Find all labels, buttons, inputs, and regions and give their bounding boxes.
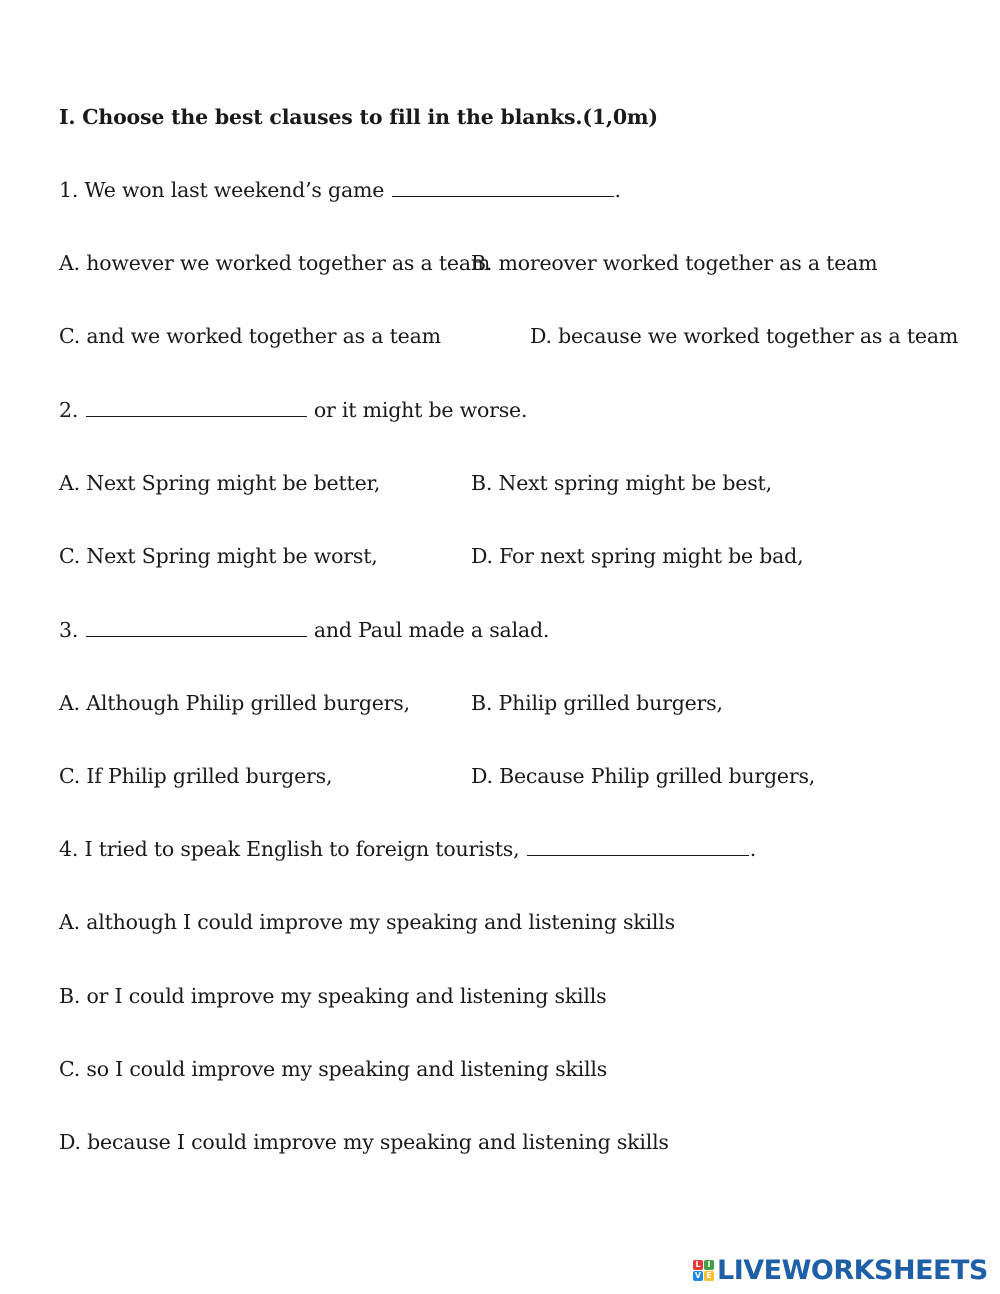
logo-mark-icon [693, 1260, 714, 1281]
option-1d[interactable]: D. because we worked together as a team [530, 324, 959, 348]
question-number: 2. [59, 398, 79, 422]
option-2a[interactable]: A. Next Spring might be better, [59, 471, 381, 495]
question-2 [59, 396, 527, 424]
question-1 [59, 176, 621, 204]
answer-blank[interactable] [86, 616, 307, 637]
option-3a[interactable]: A. Although Philip grilled burgers, [59, 691, 410, 715]
option-4c[interactable]: C. so I could improve my speaking and listening skills [59, 1057, 608, 1081]
logo-mark-letter: V [694, 1270, 702, 1280]
question-number: 1. [59, 178, 79, 202]
logo-mark-letter: L [693, 1260, 703, 1270]
answer-blank[interactable] [86, 396, 307, 417]
question-text-before: We won last weekend’s game [84, 178, 385, 202]
question-text-after: or it might be worse. [313, 398, 528, 422]
option-4d[interactable]: D. because I could improve my speaking and listening skills [59, 1130, 669, 1154]
answer-blank[interactable] [527, 835, 749, 856]
section-title: I. Choose the best clauses to fill in the blanks.(1,0m) [59, 105, 658, 129]
option-1c[interactable]: C. and we worked together as a team [59, 324, 441, 348]
logo-text: LIVEWORKSHEETS [717, 1254, 988, 1286]
logo-mark-letter: E [704, 1271, 714, 1281]
liveworksheets-logo [693, 1255, 988, 1285]
question-text-before: I tried to speak English to foreign tourists, [84, 837, 520, 861]
option-4a[interactable]: A. although I could improve my speaking and listening skills [59, 910, 675, 934]
option-1a[interactable]: A. however we worked together as a team [59, 251, 491, 275]
option-1b[interactable]: B. moreover worked together as a team [471, 251, 878, 275]
question-4 [59, 835, 756, 863]
option-3b[interactable]: B. Philip grilled burgers, [471, 691, 723, 715]
question-text-after: . [749, 837, 757, 861]
question-3 [59, 616, 549, 644]
question-text-after: . [614, 178, 621, 202]
option-3c[interactable]: C. If Philip grilled burgers, [59, 764, 333, 788]
option-2d[interactable]: D. For next spring might be bad, [471, 544, 804, 568]
question-text-after: and Paul made a salad. [313, 618, 550, 642]
answer-blank[interactable] [392, 176, 614, 197]
question-number: 3. [59, 618, 79, 642]
option-2b[interactable]: B. Next spring might be best, [471, 471, 772, 495]
question-number: 4. [59, 837, 79, 861]
option-2c[interactable]: C. Next Spring might be worst, [59, 544, 378, 568]
logo-mark-letter: I [704, 1260, 714, 1270]
option-4b[interactable]: B. or I could improve my speaking and listening skills [59, 984, 607, 1008]
option-3d[interactable]: D. Because Philip grilled burgers, [471, 764, 816, 788]
